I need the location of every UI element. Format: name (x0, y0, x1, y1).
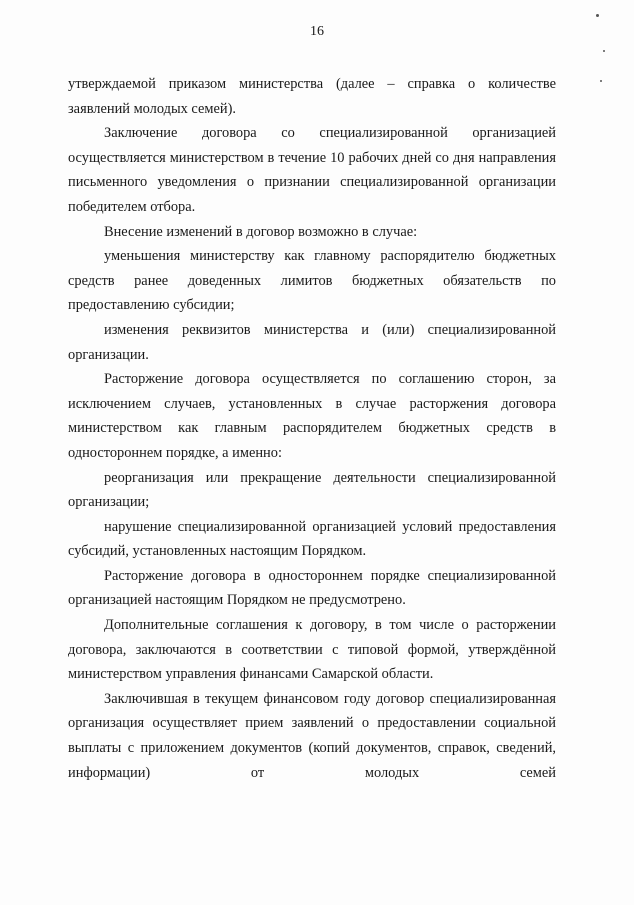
document-body (68, 72, 556, 785)
paragraph-11: Заключившая в текущем финансовом году договор специализированная организация осуществляет прием заявлений о предоставлении социальной выплаты с приложением документов (копий документов, справок, сведений, информации) от молодых семей (68, 690, 556, 781)
paragraph-6: Расторжение договора осуществляется по соглашению сторон, за исключением случаев, установленных в случае расторжения договора министерством как главным распорядителем бюджетных средств в одностороннем порядке, а именно: (68, 371, 556, 461)
paragraph-5: изменения реквизитов министерства и (или) специализированной организации. (68, 321, 556, 363)
paragraph-9: Расторжение договора в одностороннем порядке специализированной организацией настоящим Порядком не предусмотрено. (68, 567, 556, 609)
paragraph-2: Заключение договора со специализированной организацией осуществляется министерством в течение 10 рабочих дней со дня направления письменного уведомления о признании специализированной организации победителем отбора. (68, 125, 556, 215)
paragraph-3: Внесение изменений в договор возможно в случае: (104, 223, 418, 240)
scan-speck (603, 50, 605, 52)
scan-speck (600, 80, 602, 82)
paragraph-10: Дополнительные соглашения к договору, в том числе о расторжении договора, заключаются в соответствии с типовой формой, утверждённой министерством управления финансами Самарской области. (68, 617, 556, 683)
paragraph-7: реорганизация или прекращение деятельности специализированной организации; (68, 469, 556, 511)
scan-speck (596, 14, 599, 17)
page-number: 16 (310, 24, 324, 39)
paragraph-8: нарушение специализированной организацией условий предоставления субсидий, установленных настоящим Порядком. (68, 518, 556, 560)
paragraph-4: уменьшения министерству как главному распорядителю бюджетных средств ранее доведенных лимитов бюджетных обязательств по предоставлению субсидии; (68, 248, 556, 314)
paragraph-1: утверждаемой приказом министерства (далее – справка о количестве заявлений молодых семей). (68, 76, 556, 117)
